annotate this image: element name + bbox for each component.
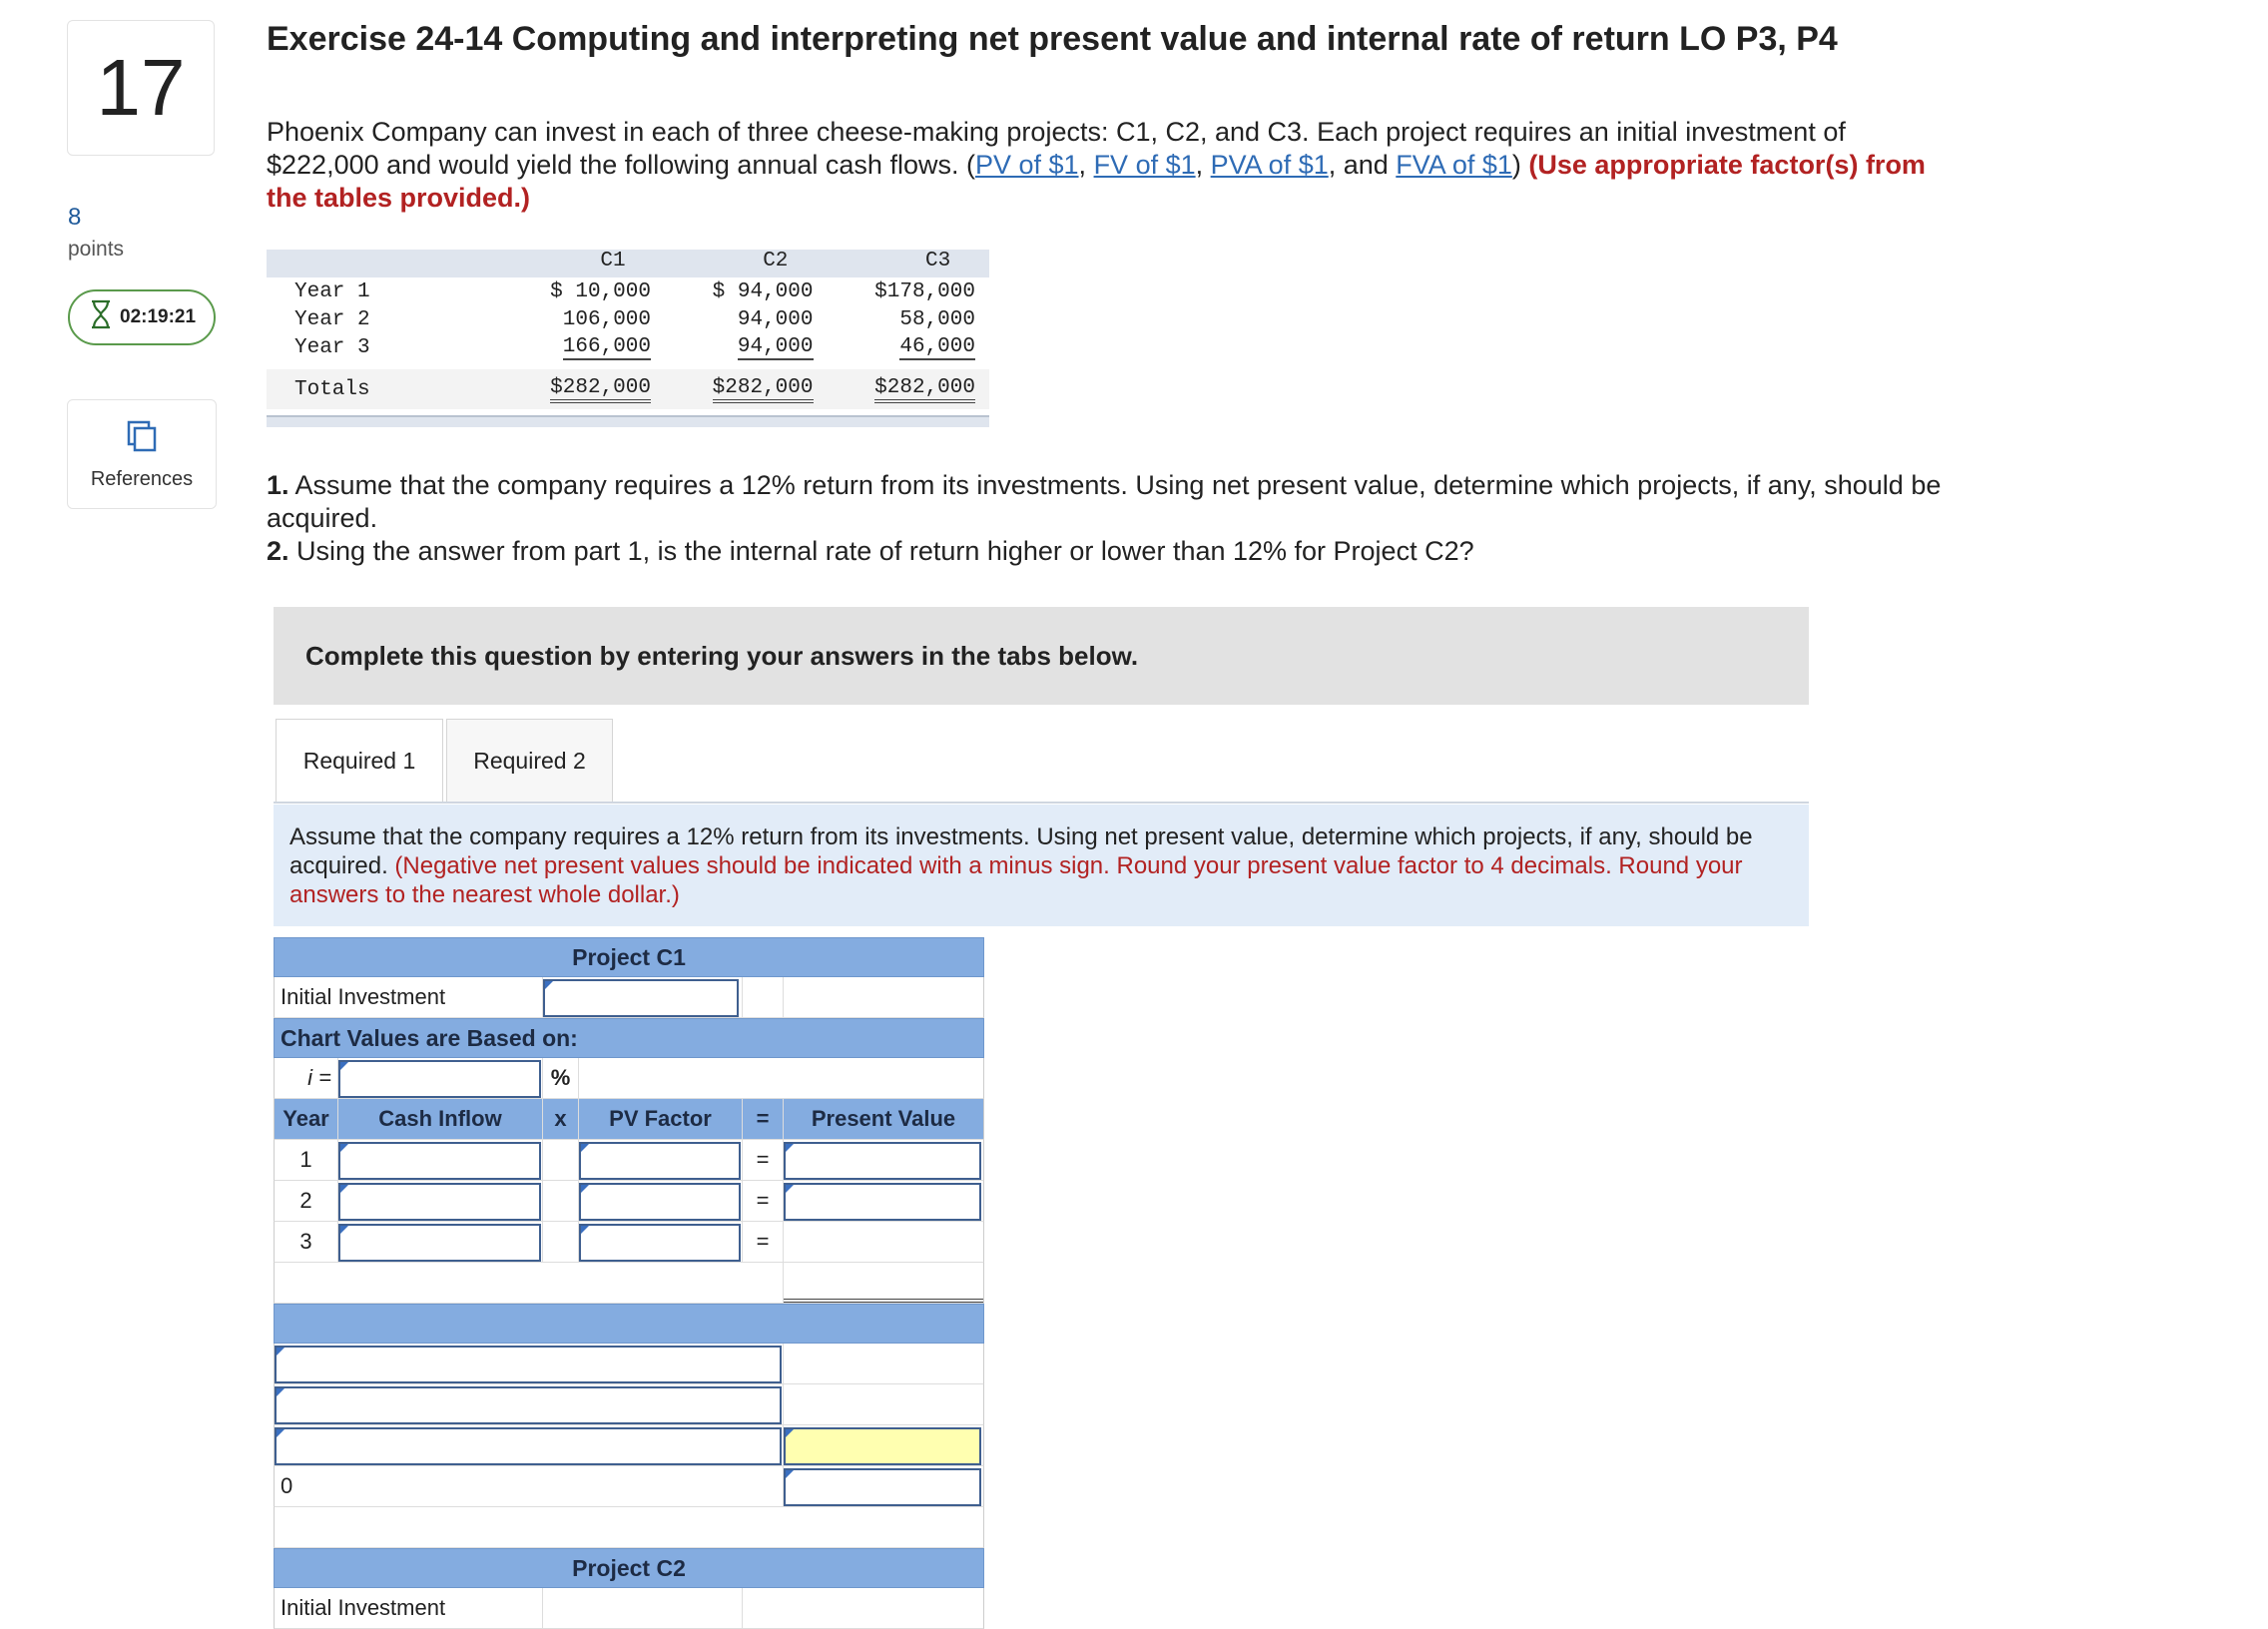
cash-inflow-input[interactable]: [338, 1142, 541, 1180]
cash-inflow-header: Cash Inflow: [338, 1099, 543, 1139]
summary-label-input[interactable]: [275, 1386, 782, 1424]
summary-row: [274, 1344, 984, 1384]
cash-flow-totals-row: [267, 369, 989, 409]
link-pv-of-1[interactable]: PV of $1: [974, 150, 1079, 180]
cell: [743, 977, 784, 1017]
instructions-text: Assume that the company requires a 12% return from its investments. Using net present value, determine which projects, if any, should be acquired.: [289, 823, 1753, 879]
question-2: [267, 535, 1964, 568]
intro-red-note: (Use appropriate factor(s) from the tables provided.): [267, 150, 1926, 213]
decision-row: [274, 1466, 984, 1507]
cell: [579, 1140, 743, 1180]
question-number: 17: [67, 20, 215, 156]
present-value-input[interactable]: [784, 1183, 981, 1221]
cell: [579, 1181, 743, 1221]
questions: [267, 469, 1964, 568]
cell: $282,000: [713, 376, 814, 403]
cell: [543, 1222, 579, 1262]
cell: [743, 1588, 983, 1628]
times-header: x: [543, 1099, 579, 1139]
q2-text: Using the answer from part 1, is the internal rate of return higher or lower than 12% for Project C2?: [288, 536, 1474, 566]
spacer-row: [274, 1507, 984, 1548]
intro-text: Phoenix Company can invest in each of three cheese-making projects: C1, C2, and C3. Each project requires an initial investment of $222,000 and would yield the following annual cash flows. (: [267, 117, 1846, 180]
initial-investment-row-c2: [274, 1588, 984, 1629]
year-number: 3: [275, 1222, 338, 1262]
present-value-header: Present Value: [811, 1106, 956, 1131]
row-label: Year 1: [294, 279, 370, 303]
cell: 94,000: [737, 307, 814, 331]
initial-investment-input[interactable]: [543, 979, 739, 1017]
cell: 106,000: [562, 307, 651, 331]
question-1: [267, 469, 1964, 535]
i-label: i =: [275, 1058, 338, 1098]
pv-factor-input[interactable]: [579, 1183, 741, 1221]
hourglass-icon: [90, 299, 112, 335]
summary-value: [784, 1384, 983, 1424]
exercise-title: Exercise 24-14 Computing and interpreting net present value and internal rate of return LO P3, P4: [267, 20, 1838, 58]
q1-text: Assume that the company requires a 12% return from its investments. Using net present value, determine which projects, if any, should be acquired.: [267, 470, 1942, 533]
cell: $ 94,000: [712, 279, 814, 303]
cash-inflow-input[interactable]: [338, 1224, 541, 1262]
references-button[interactable]: [67, 399, 217, 509]
cell: [275, 1425, 784, 1465]
link-pva-of-1[interactable]: PVA of $1: [1210, 150, 1329, 180]
cell: [784, 1425, 983, 1465]
col-c1: C1: [600, 250, 626, 272]
present-value-input[interactable]: [784, 1142, 981, 1180]
project-c1-header: Project C1: [274, 937, 984, 977]
equals-sign: =: [743, 1181, 784, 1221]
copy-icon: [125, 418, 159, 458]
tab-underline: [274, 802, 1809, 804]
net-present-value-input[interactable]: [784, 1427, 981, 1465]
link-fva-of-1[interactable]: FVA of $1: [1396, 150, 1512, 180]
equals-sign: =: [743, 1222, 784, 1262]
intro-sep: , and: [1328, 150, 1397, 180]
cell: [579, 1058, 983, 1098]
cell: 94,000: [737, 334, 814, 358]
intro-sep: ,: [1195, 150, 1211, 180]
cell: [275, 1344, 784, 1383]
cash-flows-table: [267, 250, 989, 409]
initial-investment-label: Initial Investment: [275, 977, 543, 1017]
cell: [579, 1222, 743, 1262]
decision-input[interactable]: [784, 1468, 981, 1506]
row-label: Totals: [294, 377, 370, 401]
pv-factor-header: PV Factor: [579, 1099, 743, 1139]
cell: [275, 1263, 784, 1303]
pv-factor-input[interactable]: [579, 1224, 741, 1262]
cell: [543, 1140, 579, 1180]
summary-value: [784, 1344, 983, 1383]
cell: [543, 1181, 579, 1221]
year-row: [274, 1140, 984, 1181]
year-row: [274, 1222, 984, 1263]
interest-rate-row: [274, 1058, 984, 1099]
cell: [784, 977, 983, 1017]
cell: [784, 1181, 983, 1221]
q2-number: 2.: [267, 536, 289, 566]
cell: $178,000: [874, 279, 975, 303]
cell: 58,000: [899, 307, 975, 331]
decision-value: 0: [275, 1466, 784, 1506]
year-header: Year: [275, 1099, 338, 1139]
references-label: References: [90, 467, 194, 490]
cash-flow-row: [267, 305, 989, 333]
equals-header: =: [743, 1099, 784, 1139]
present-value-cell: [784, 1222, 983, 1262]
summary-label-input[interactable]: [275, 1427, 782, 1465]
summary-header: [274, 1304, 984, 1344]
points-value: 8: [68, 204, 82, 231]
percent-sign: %: [543, 1058, 579, 1098]
cell: [784, 1466, 983, 1506]
cell: $ 10,000: [550, 279, 651, 303]
pv-factor-input[interactable]: [579, 1142, 741, 1180]
initial-investment-label: Initial Investment: [275, 1588, 543, 1628]
cell: $282,000: [874, 376, 975, 403]
cell: [784, 1140, 983, 1180]
chart-values-header: Chart Values are Based on:: [274, 1018, 984, 1058]
row-label: Year 2: [294, 307, 370, 331]
year-row: [274, 1181, 984, 1222]
interest-rate-input[interactable]: [338, 1060, 541, 1098]
summary-label-input[interactable]: [275, 1346, 782, 1383]
cash-flow-row: [267, 333, 989, 361]
cash-flow-row: [267, 277, 989, 305]
worksheet-grid: [274, 937, 984, 1629]
cash-inflow-input[interactable]: [338, 1183, 541, 1221]
row-label: Year 3: [294, 335, 370, 359]
initial-investment-row: [274, 977, 984, 1018]
timer-value: 02:19:21: [120, 306, 197, 327]
table-footer-bar: [267, 415, 989, 427]
cell: [338, 1058, 543, 1098]
cell: $282,000: [550, 376, 651, 403]
project-c2-header: Project C2: [274, 1548, 984, 1588]
tab-instructions: [274, 805, 1809, 926]
year-number: 1: [275, 1140, 338, 1180]
summary-row: [274, 1384, 984, 1425]
cell: [338, 1140, 543, 1180]
tab-required-1[interactable]: Required 1: [276, 719, 443, 803]
instructions-red: (Negative net present values should be indicated with a minus sign. Round your present value factor to 4 decimals. Round your answers to the nearest whole dollar.): [289, 852, 1743, 908]
col-c3: C3: [925, 250, 951, 272]
instructions-banner: Complete this question by entering your answers in the tabs below.: [274, 607, 1809, 705]
intro-after: ): [1511, 150, 1529, 180]
cell: [543, 1588, 743, 1628]
cell: [275, 1384, 784, 1424]
tab-required-2[interactable]: Required 2: [446, 719, 613, 803]
total-present-value: [784, 1263, 983, 1303]
intro-paragraph: [267, 116, 1964, 215]
cash-flows-header: [267, 250, 989, 277]
q1-number: 1.: [267, 470, 289, 500]
total-row: [274, 1263, 984, 1304]
equals-sign: =: [743, 1140, 784, 1180]
intro-sep: ,: [1078, 150, 1094, 180]
cell: [543, 977, 743, 1017]
col-c2: C2: [763, 250, 789, 272]
cell: [338, 1222, 543, 1262]
year-number: 2: [275, 1181, 338, 1221]
summary-row: [274, 1425, 984, 1466]
points-label: points: [68, 238, 125, 261]
cell: 166,000: [562, 334, 651, 358]
link-fv-of-1[interactable]: FV of $1: [1093, 150, 1196, 180]
column-header-row: [274, 1099, 984, 1140]
cell: 46,000: [899, 334, 975, 358]
timer[interactable]: [68, 289, 216, 345]
cell: [338, 1181, 543, 1221]
